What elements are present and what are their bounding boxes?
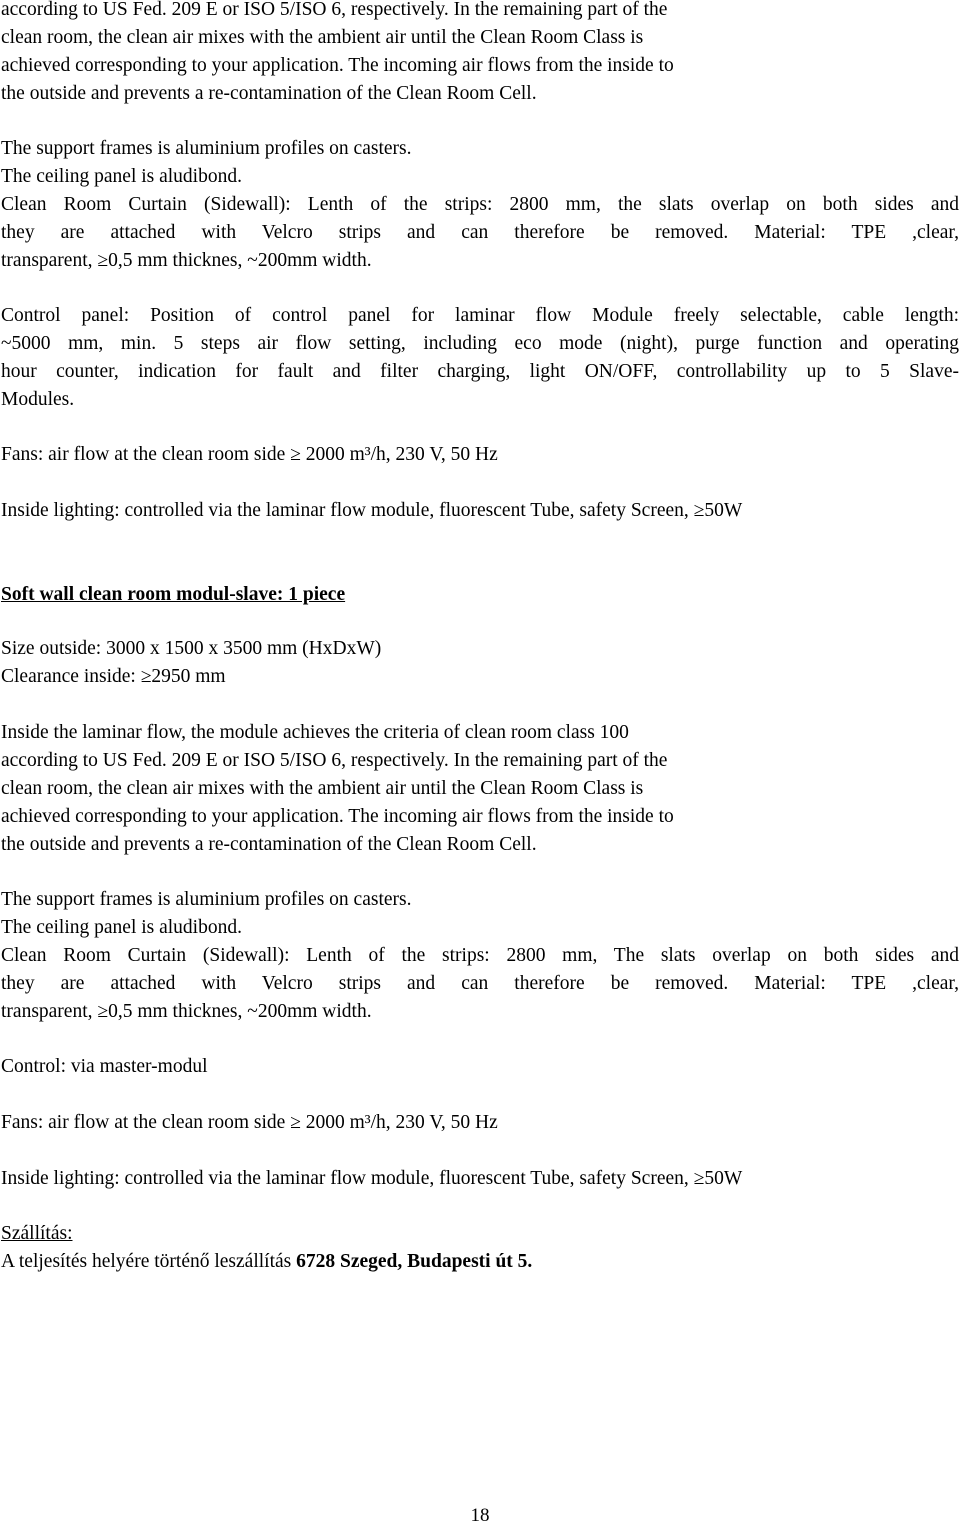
text-line: Clean Room Curtain (Sidewall): Lenth of the strips: 2800 mm, the slats overlap on both sides and	[1, 194, 959, 215]
text-line: Control panel: Position of control panel for laminar flow Module freely selectable, cable length:	[1, 305, 959, 326]
text-line: Inside the laminar flow, the module achieves the criteria of clean room class 100	[1, 722, 629, 743]
delivery-address: 6728 Szeged, Budapesti út 5.	[296, 1251, 533, 1272]
text-line: The support frames is aluminium profiles on casters.	[1, 889, 412, 910]
text-line: the outside and prevents a re-contamination of the Clean Room Cell.	[1, 834, 537, 855]
text-line: ~5000 mm, min. 5 steps air flow setting, including eco mode (night), purge function and operating	[1, 333, 959, 354]
text-line: clean room, the clean air mixes with the ambient air until the Clean Room Class is	[1, 27, 644, 48]
text-line: transparent, ≥0,5 mm thicknes, ~200mm width.	[1, 1001, 372, 1022]
text-line: Modules.	[1, 389, 75, 410]
page-number: 18	[470, 1505, 490, 1526]
delivery-prefix: A teljesítés helyére történő leszállítás	[1, 1251, 297, 1272]
text-line: The ceiling panel is aludibond.	[1, 917, 242, 938]
text-line: according to US Fed. 209 E or ISO 5/ISO 6, respectively. In the remaining part of the	[1, 750, 668, 771]
text-line: Fans: air flow at the clean room side ≥ 2000 m³/h, 230 V, 50 Hz	[1, 1112, 498, 1133]
text-line: transparent, ≥0,5 mm thicknes, ~200mm width.	[1, 250, 372, 271]
text-line: Control: via master-modul	[1, 1056, 208, 1077]
text-line: they are attached with Velcro strips and can therefore be removed. Material: TPE ,clear,	[1, 222, 959, 243]
text-line: Inside lighting: controlled via the laminar flow module, fluorescent Tube, safety Screen, ≥50W	[1, 1168, 743, 1189]
text-line: The support frames is aluminium profiles on casters.	[1, 138, 412, 159]
text-line: clean room, the clean air mixes with the ambient air until the Clean Room Class is	[1, 778, 644, 799]
text-line: according to US Fed. 209 E or ISO 5/ISO 6, respectively. In the remaining part of the	[1, 0, 668, 20]
text-line: achieved corresponding to your application. The incoming air flows from the inside to	[1, 55, 674, 76]
text-line: hour counter, indication for fault and filter charging, light ON/OFF, controllability up to 5 Slave-	[1, 361, 959, 382]
text-line: Clean Room Curtain (Sidewall): Lenth of the strips: 2800 mm, The slats overlap on both sides and	[1, 945, 959, 966]
text-line: The ceiling panel is aludibond.	[1, 166, 242, 187]
delivery-line	[1, 1248, 959, 1276]
text-line: Size outside: 3000 x 1500 x 3500 mm (HxDxW)	[1, 638, 382, 659]
text-line: Clearance inside: ≥2950 mm	[1, 666, 226, 687]
text-line: achieved corresponding to your application. The incoming air flows from the inside to	[1, 806, 674, 827]
delivery-heading	[1, 1220, 959, 1248]
text-line: Fans: air flow at the clean room side ≥ 2000 m³/h, 230 V, 50 Hz	[1, 444, 498, 465]
section-heading: Soft wall clean room modul-slave: 1 piece	[1, 584, 346, 605]
text-line: Inside lighting: controlled via the laminar flow module, fluorescent Tube, safety Screen, ≥50W	[1, 500, 743, 521]
delivery-heading-text: Szállítás:	[1, 1223, 73, 1244]
text-line: they are attached with Velcro strips and can therefore be removed. Material: TPE ,clear,	[1, 973, 959, 994]
text-line: the outside and prevents a re-contamination of the Clean Room Cell.	[1, 83, 537, 104]
